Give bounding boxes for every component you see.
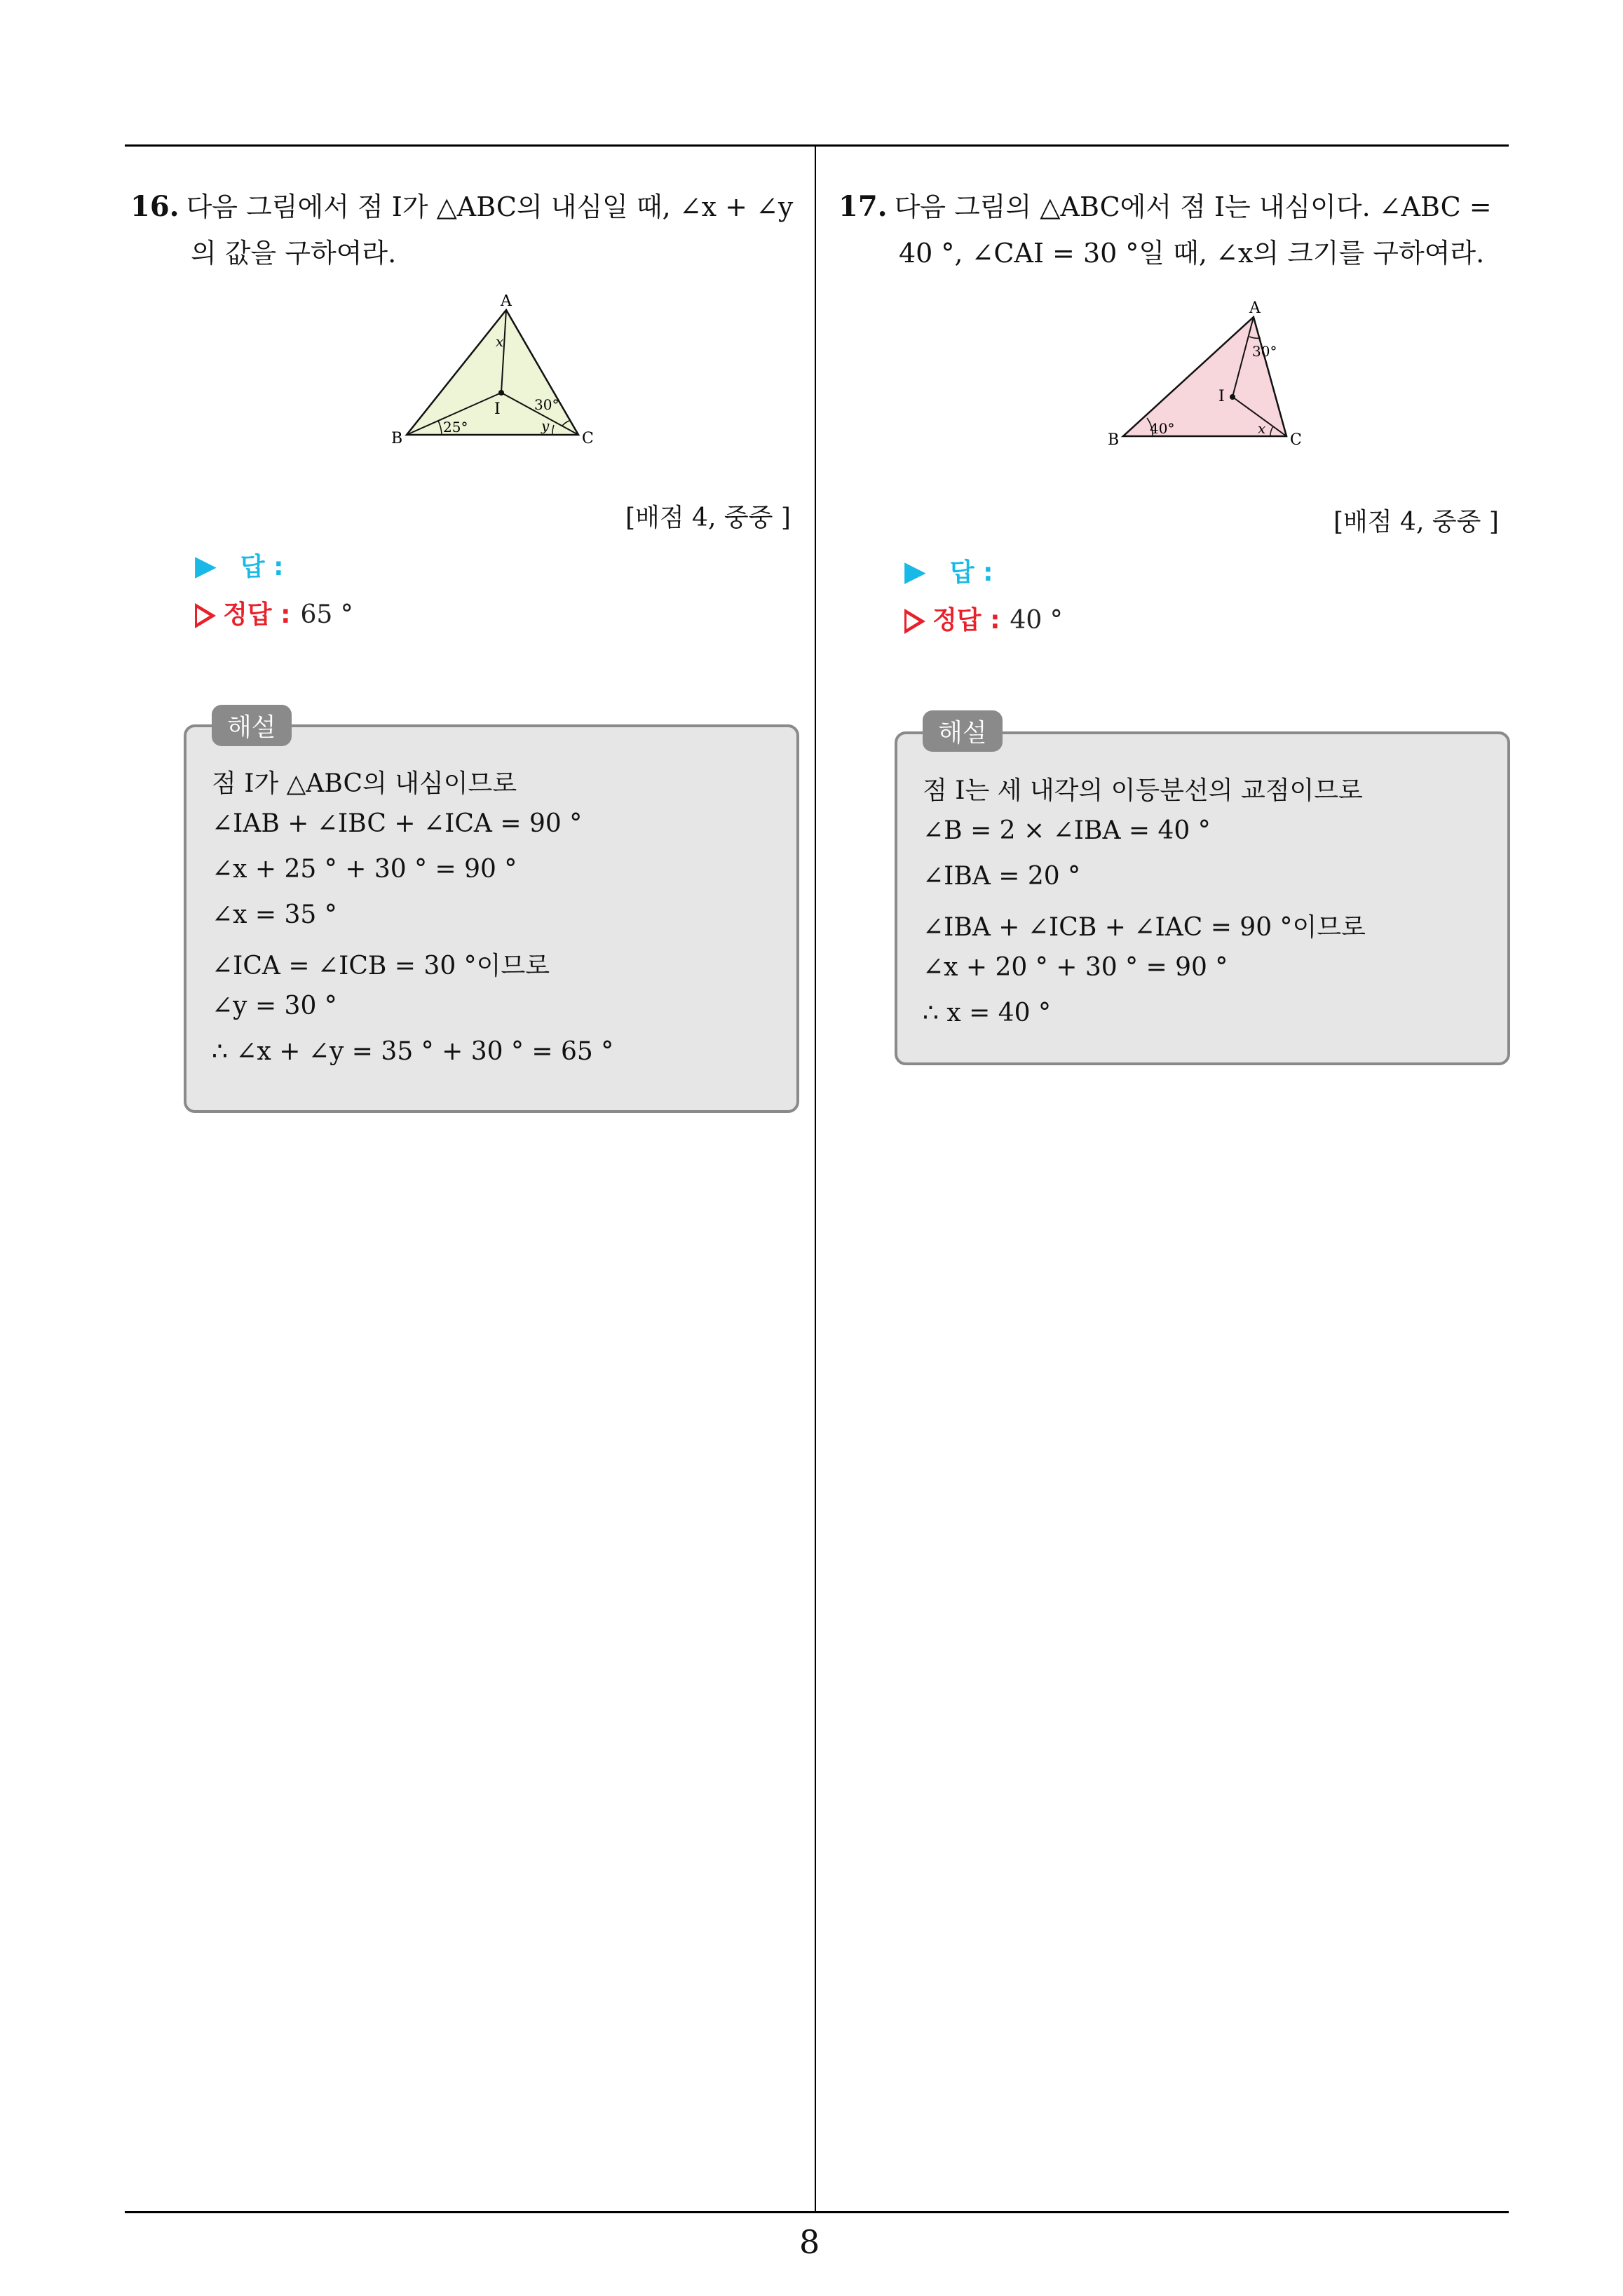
- figure-16-triangle: [386, 295, 610, 449]
- outline-arrow-icon: [195, 603, 216, 628]
- bottom-rule: [125, 2211, 1509, 2213]
- figure-17-label-x: x: [1258, 420, 1266, 437]
- answer-label: 답 :: [240, 553, 284, 581]
- solution-16-line5: ∠ICA = ∠ICB = 30 °이므로: [212, 952, 550, 980]
- question-16-number: 16.: [130, 190, 179, 223]
- play-arrow-icon: ▶: [195, 550, 217, 582]
- solution-17-line4: ∠IBA + ∠ICB + ∠IAC = 90 °이므로: [923, 913, 1366, 942]
- solution-17-line1: 점 I는 세 내각의 이등분선의 교점이므로: [923, 776, 1363, 805]
- figure-16-label-y: y: [541, 417, 550, 434]
- correct-value: 40 °: [1010, 606, 1063, 635]
- solution-16-line1: 점 I가 △ABC의 내심이므로: [212, 769, 517, 798]
- question-16-meta: [배점 4, 중중 ]: [625, 504, 791, 532]
- top-rule: [125, 144, 1509, 147]
- solution-16-line4: ∠x = 35 °: [212, 900, 337, 929]
- question-16: [130, 184, 803, 276]
- question-16-line2: 의 값을 구하여라.: [191, 238, 397, 269]
- figure-17-triangle: [1094, 297, 1318, 459]
- play-arrow-icon: ▶: [904, 555, 926, 588]
- figure-17-label-c: C: [1290, 431, 1302, 449]
- question-17-answer-row: [904, 553, 993, 588]
- figure-16-angle-c: 30°: [534, 396, 559, 413]
- solution-17-line6: ∴ x = 40 °: [923, 999, 1051, 1027]
- column-divider: [815, 146, 816, 2213]
- solution-tag-17: 해설: [923, 710, 1003, 752]
- figure-17-angle-b: 40°: [1150, 420, 1175, 437]
- figure-16-angle-b: 25°: [443, 419, 468, 435]
- question-17-line2: 40 °, ∠CAI = 30 °일 때, ∠x의 크기를 구하여라.: [899, 238, 1485, 269]
- solution-16-line6: ∠y = 30 °: [212, 992, 337, 1020]
- question-17: [838, 184, 1512, 276]
- solution-17-line2: ∠B = 2 × ∠IBA = 40 °: [923, 816, 1211, 845]
- figure-16-label-a: A: [501, 295, 512, 310]
- solution-17-line3: ∠IBA = 20 °: [923, 862, 1081, 891]
- correct-value: 65 °: [300, 600, 353, 629]
- question-17-line1: 17. 다음 그림의 △ABC에서 점 I는 내심이다. ∠ABC =: [838, 190, 1492, 223]
- answer-label: 답 :: [949, 558, 993, 587]
- solution-16-line2: ∠IAB + ∠IBC + ∠ICA = 90 °: [212, 809, 583, 838]
- outline-arrow-icon: [904, 609, 925, 634]
- figure-16-label-x: x: [496, 333, 504, 350]
- figure-17-angle-a: 30°: [1252, 343, 1277, 360]
- figure-16-label-b: B: [391, 430, 403, 447]
- figure-17-label-a: A: [1249, 299, 1261, 317]
- solution-16-line3: ∠x + 25 ° + 30 ° = 90 °: [212, 855, 517, 884]
- figure-16-label-c: C: [582, 430, 594, 447]
- correct-label: 정답 :: [223, 600, 291, 629]
- question-17-meta: [배점 4, 중중 ]: [1333, 508, 1499, 536]
- page-number: 8: [799, 2223, 820, 2261]
- question-16-correct-row: [195, 595, 353, 630]
- question-16-line1: 16. 다음 그림에서 점 I가 △ABC의 내심일 때, ∠x + ∠y: [130, 190, 794, 223]
- solution-box-17: [895, 731, 1510, 1065]
- question-16-answer-row: [195, 547, 283, 583]
- question-17-correct-row: [904, 600, 1063, 636]
- question-17-number: 17.: [838, 190, 888, 223]
- figure-17-label-b: B: [1108, 431, 1120, 449]
- solution-16-line7: ∴ ∠x + ∠y = 35 ° + 30 ° = 65 °: [212, 1037, 614, 1066]
- figure-17-label-i: I: [1218, 388, 1225, 405]
- solution-17-line5: ∠x + 20 ° + 30 ° = 90 °: [923, 953, 1228, 982]
- solution-box-16: [184, 724, 799, 1113]
- solution-tag-16: 해설: [212, 705, 292, 746]
- correct-label: 정답 :: [932, 606, 1000, 635]
- figure-16-label-i: I: [494, 400, 501, 418]
